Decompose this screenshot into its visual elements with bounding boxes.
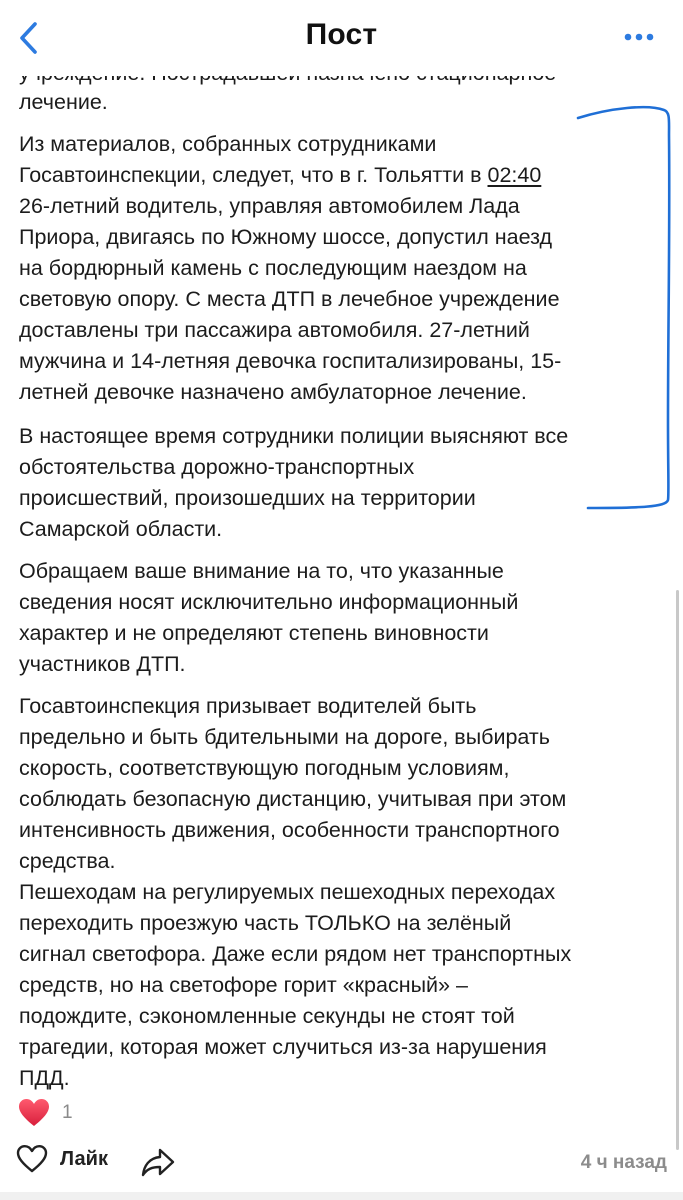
time-link[interactable]: 02:40 (487, 163, 542, 187)
text-line: интенсивность движения, особенности транспортного (19, 818, 560, 842)
text-line: характер и не определяют степень виновности (19, 621, 489, 645)
text-line: сведения носят исключительно информационный (19, 590, 519, 614)
post-paragraph-4 (19, 556, 669, 680)
text-line: обстоятельства дорожно-транспортных (19, 455, 415, 479)
heart-outline-icon (16, 1144, 48, 1174)
text-line: Пешеходам на регулируемых пешеходных переходах (19, 880, 556, 904)
text-line: средства. (19, 849, 116, 873)
like-label: Лайк (60, 1147, 108, 1170)
text-line: Приора, двигаясь по Южному шоссе, допустил наезд (19, 225, 552, 249)
text-line: скорость, соответствующую погодным условиям, (19, 756, 510, 780)
like-button[interactable] (16, 1144, 108, 1174)
text-line: ПДД. (19, 1066, 70, 1090)
text-line: на бордюрный камень с последующим наездом на (19, 256, 527, 280)
more-options-button[interactable] (619, 22, 659, 52)
text-line: подождите, сэкономленные секунды не стоят той (19, 1004, 515, 1028)
text-line: сигнал светофора. Даже если рядом нет транспортных (19, 942, 572, 966)
text-line: мужчина и 14-летняя девочка госпитализированы, 15- (19, 349, 562, 373)
ellipsis-icon (623, 32, 655, 42)
text-line: летней девочке назначено амбулаторное лечение. (19, 380, 527, 404)
page-title: Пост (305, 18, 378, 51)
text-line: Из материалов, собранных сотрудниками (19, 132, 437, 156)
text-line: трагедии, которая может случиться из-за нарушения (19, 1035, 547, 1059)
heart-reaction-icon (18, 1098, 50, 1128)
post-paragraph-5 (19, 691, 669, 1094)
reaction-count: 1 (62, 1102, 73, 1123)
post-paragraph-2 (19, 129, 669, 408)
text-line: Обращаем ваше внимание на то, что указанные (19, 559, 504, 583)
post-actions-bar (0, 1140, 683, 1186)
reactions-bar[interactable] (18, 1098, 73, 1128)
text-line (19, 160, 669, 191)
bottom-divider (0, 1192, 683, 1200)
text-line: переходить проезжую часть ТОЛЬКО на зелёный (19, 911, 512, 935)
share-arrow-icon (140, 1144, 176, 1180)
text-line: соблюдать безопасную дистанцию, учитывая при этом (19, 787, 567, 811)
text-line: световую опору. С места ДТП в лечебное учреждение (19, 287, 560, 311)
share-button[interactable] (140, 1144, 176, 1180)
text-line: 26-летний водитель, управляя автомобилем Лада (19, 194, 520, 218)
scrollbar[interactable] (676, 590, 679, 1150)
text-line: В настоящее время сотрудники полиции выясняют все (19, 424, 569, 448)
text-line-prefix: Госавтоинспекции, следует, что в г. Тольятти в (19, 163, 488, 187)
text-line: лечение. (19, 90, 108, 114)
text-line: предельно и быть бдительными на дороге, выбирать (19, 725, 550, 749)
text-line: происшествий, произошедших на территории (19, 486, 476, 510)
post-timestamp: 4 ч назад (580, 1152, 667, 1173)
text-line: средств, но на светофоре горит «красный» – (19, 973, 468, 997)
text-line: участников ДТП. (19, 652, 186, 676)
text-line: Госавтоинспекция призывает водителей быть (19, 694, 477, 718)
text-line: Самарской области. (19, 517, 223, 541)
post-paragraph-1 (19, 87, 669, 118)
text-line: доставлены три пассажира автомобиля. 27-летний (19, 318, 530, 342)
top-nav-bar (0, 0, 683, 76)
post-paragraph-3 (19, 421, 669, 545)
